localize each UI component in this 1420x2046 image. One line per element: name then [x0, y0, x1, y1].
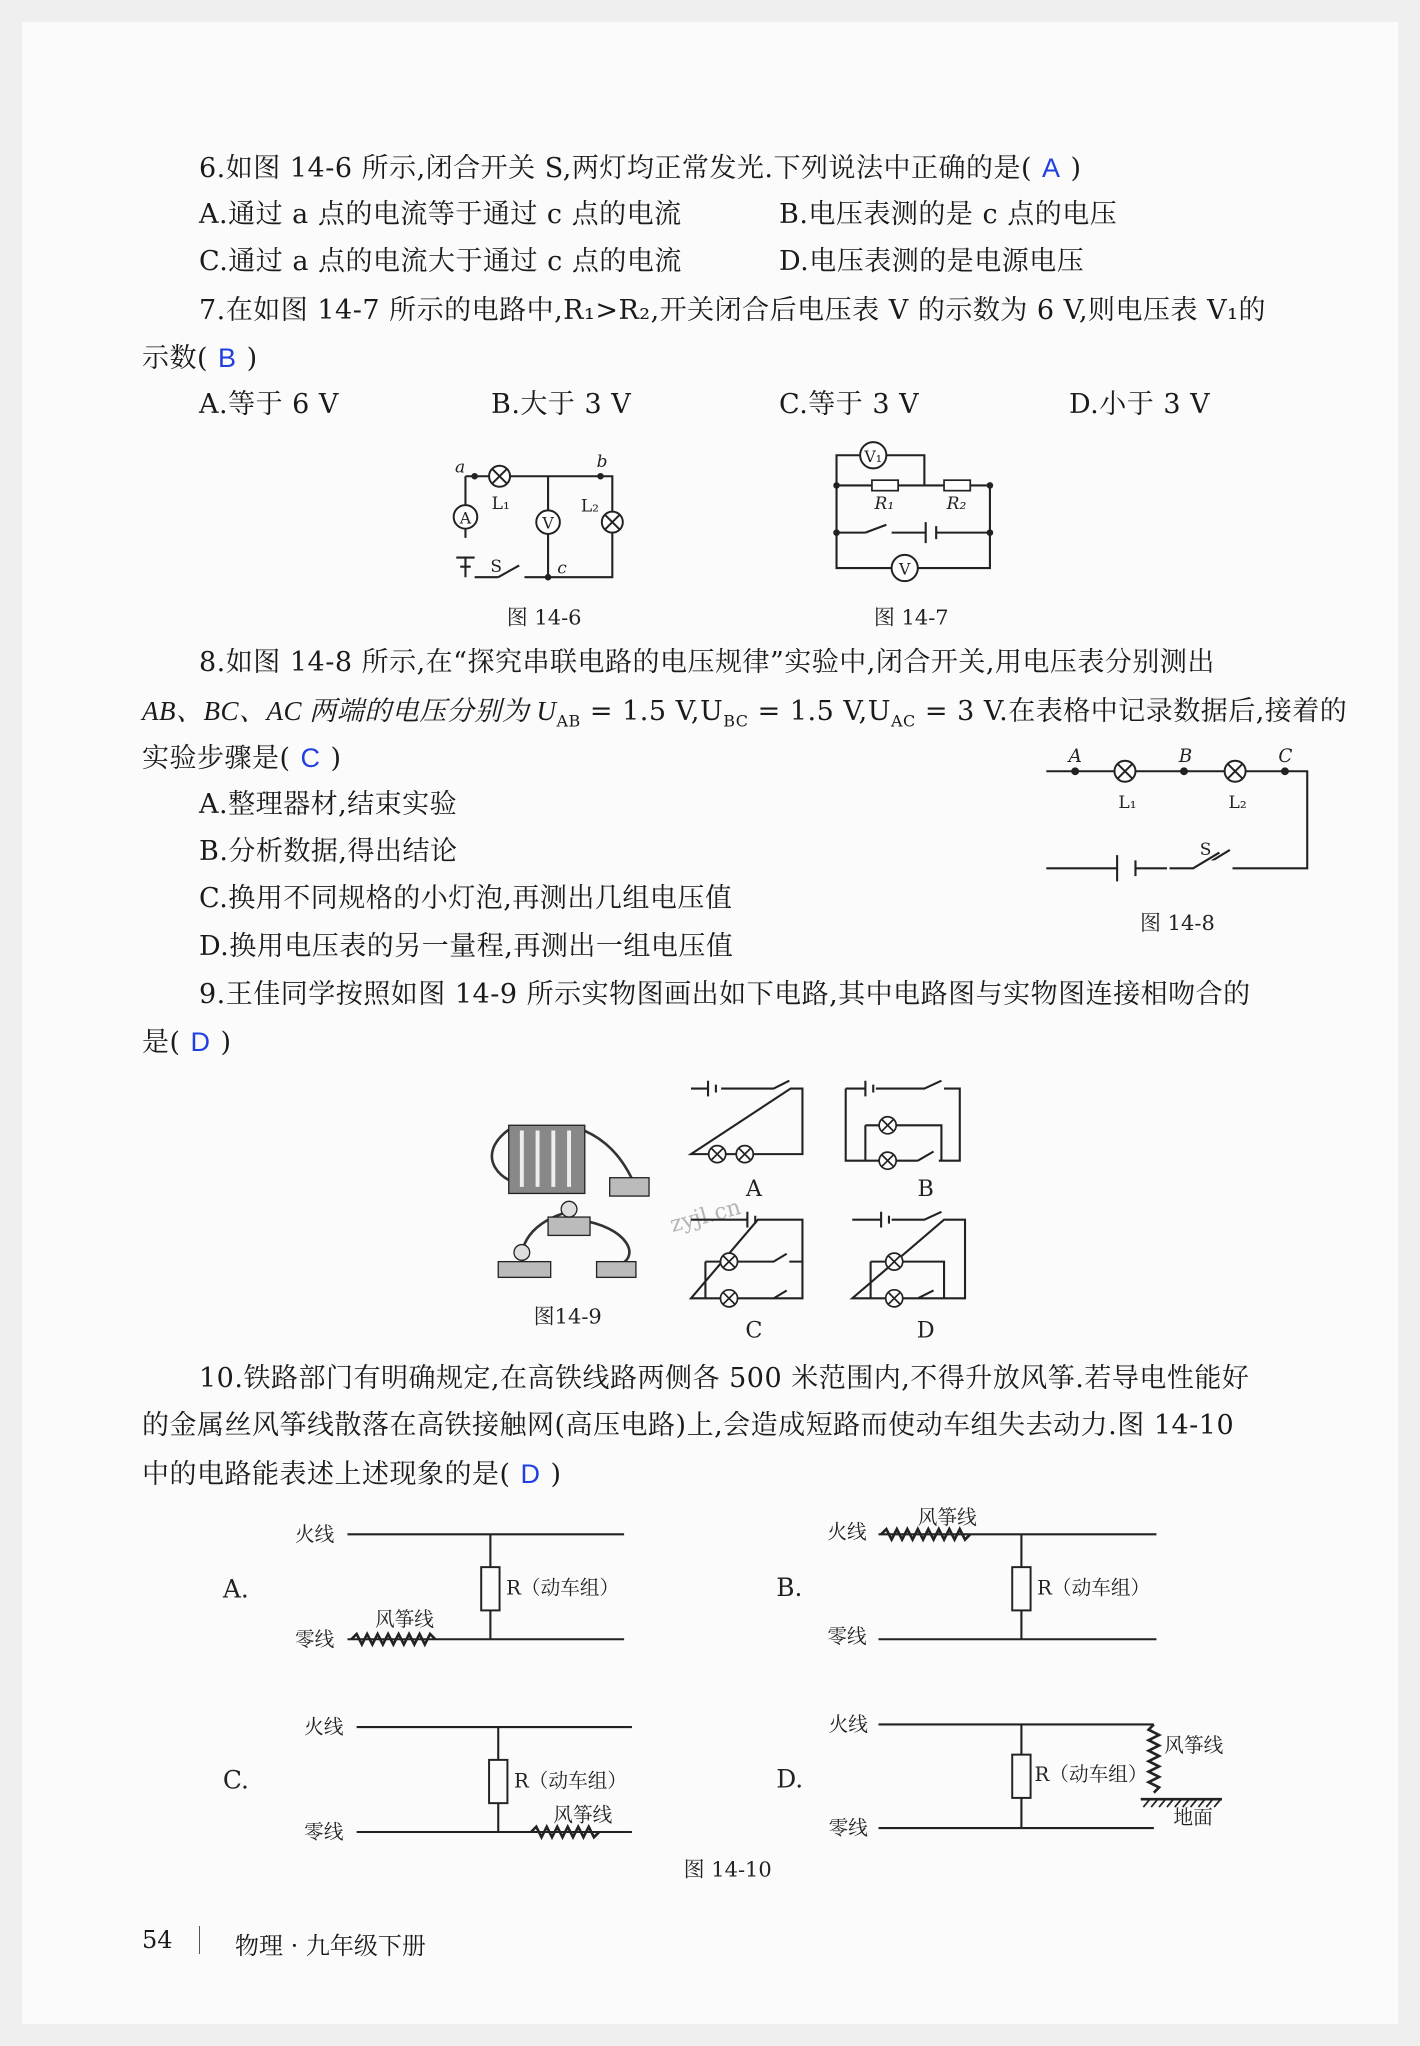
- q8-option-d: D.换用电压表的另一量程,再测出一组电压值: [199, 931, 734, 962]
- option-b-circuit: [776, 1506, 1156, 1648]
- figure-14-10-caption: 图 14-10: [683, 1857, 772, 1882]
- figure-14-9-caption: 图14-9: [533, 1304, 602, 1329]
- diagram-label: L₁: [1118, 792, 1137, 813]
- figure-14-9: [492, 1081, 965, 1344]
- q6-option-b: B.电压表测的是 c 点的电压: [779, 199, 1118, 230]
- q9-stem: 9.王佳同学按照如图 14-9 所示实物图画出如下电路,其中电路图与实物图连接相吻合的: [199, 979, 1251, 1010]
- q6-answer: A: [1041, 153, 1061, 183]
- q10-answer: D: [520, 1459, 541, 1489]
- watermark: zyjl.cn: [667, 1194, 744, 1238]
- option-a-circuit: [222, 1523, 624, 1651]
- diagram-label: D.: [776, 1764, 804, 1794]
- figure-14-7: [833, 442, 993, 629]
- figure-14-7-caption: 图 14-7: [873, 605, 949, 630]
- diagram-label: 风筝线: [374, 1608, 434, 1632]
- diagram-label: R（动车组）: [513, 1769, 628, 1793]
- q7-stem-2: 示数( B ): [142, 343, 258, 374]
- diagram-label: A: [459, 508, 472, 528]
- q9-answer: D: [190, 1027, 211, 1057]
- diagram-label: B: [1178, 746, 1193, 768]
- q10-stem-3: 中的电路能表述上述现象的是( D ): [142, 1459, 562, 1490]
- q7-option-b: B.大于 3 V: [491, 389, 632, 420]
- figure-14-8-caption: 图 14-8: [1140, 910, 1215, 935]
- q10-stem: 10.铁路部门有明确规定,在高铁线路两侧各 500 米范围内,不得升放风筝.若导电性能好: [199, 1363, 1250, 1394]
- diagram-label: C: [745, 1317, 763, 1344]
- diagram-label: V₁: [864, 446, 883, 466]
- diagram-label: 零线: [295, 1627, 335, 1651]
- diagram-label: 地面: [1173, 1806, 1213, 1830]
- diagram-label: R（动车组）: [1034, 1762, 1148, 1786]
- diagram-label: A: [745, 1176, 762, 1203]
- q8-stem: 8.如图 14-8 所示,在“探究串联电路的电压规律”实验中,闭合开关,用电压表分别测出: [199, 647, 1215, 678]
- q9-stem-2: 是( D ): [142, 1027, 232, 1058]
- figure-14-6-caption: 图 14-6: [506, 605, 582, 630]
- physical-circuit-photo: [492, 1125, 649, 1277]
- diagram-label: S: [490, 556, 503, 577]
- diagram-label: R（动车组）: [1037, 1576, 1151, 1600]
- diagram-label: L₁: [491, 494, 510, 515]
- diagram-label: b: [596, 452, 608, 473]
- diagram-label: A: [1068, 746, 1082, 768]
- diagram-label: B.: [776, 1572, 803, 1602]
- q8-option-c: C.换用不同规格的小灯泡,再测出几组电压值: [199, 883, 733, 914]
- diagram-label: 零线: [304, 1820, 344, 1844]
- q6-stem: 6.如图 14-6 所示,闭合开关 S,两灯均正常发光.下列说法中正确的是( A ): [199, 153, 1082, 184]
- q7-option-d: D.小于 3 V: [1069, 389, 1211, 420]
- diagram-label: 风筝线: [917, 1505, 977, 1529]
- diagram-label: C.: [222, 1765, 249, 1795]
- q8-option-a: A.整理器材,结束实验: [199, 789, 458, 820]
- figure-14-6: [454, 452, 623, 629]
- diagram-label: R（动车组）: [506, 1576, 620, 1600]
- q7-option-c: C.等于 3 V: [779, 389, 920, 420]
- q6-option-a: A.通过 a 点的电流等于通过 c 点的电流: [199, 199, 682, 230]
- diagram-label: C: [1278, 746, 1293, 768]
- diagram-label: R₂: [946, 494, 967, 515]
- option-d-circuit: [776, 1713, 1223, 1840]
- figure-14-8: [1046, 746, 1307, 935]
- diagram-label: 火线: [304, 1715, 344, 1739]
- diagram-label: B: [917, 1176, 934, 1203]
- q8-option-b: B.分析数据,得出结论: [199, 836, 458, 867]
- q8-stem-3: 实验步骤是( C ): [142, 743, 342, 774]
- q6-option-c: C.通过 a 点的电流大于通过 c 点的电流: [199, 246, 682, 277]
- diagram-label: 风筝线: [1164, 1734, 1224, 1758]
- diagram-label: 火线: [827, 1520, 867, 1544]
- q8-stem-2: AB、BC、AC 两端的电压分别为 $U_{AB} = 1.5$ $V,U_{BC} = 1.5$ $V,U_{AC} = 3$ V.在表格中记录数据后,接着的: [142, 696, 1348, 731]
- q7-option-a: A.等于 6 V: [199, 389, 339, 420]
- diagram-label: a: [454, 457, 466, 478]
- diagram-label: 风筝线: [553, 1803, 613, 1827]
- q10-stem-2: 的金属丝风筝线散落在高铁接触网(高压电路)上,会造成短路而使动车组失去动力.图 14-10: [142, 1410, 1235, 1441]
- diagram-label: V: [899, 559, 911, 579]
- diagram-label: L₂: [1228, 792, 1247, 813]
- figure-14-10: [222, 1506, 1224, 1882]
- page-number: 54: [142, 1926, 173, 1954]
- q7-stem: 7.在如图 14-7 所示的电路中,R₁>R₂,开关闭合后电压表 V 的示数为 6 V,则电压表 V₁的: [199, 295, 1266, 326]
- q7-answer: B: [218, 343, 237, 373]
- diagram-label: R₁: [874, 494, 895, 515]
- diagram-label: D: [916, 1317, 935, 1344]
- diagram-label: 火线: [295, 1522, 335, 1546]
- book-title: 物理 · 九年级下册: [235, 1932, 426, 1960]
- diagram-label: L₂: [580, 496, 599, 517]
- diagram-label: c: [557, 558, 567, 579]
- q8-answer: C: [300, 743, 321, 773]
- option-c-circuit: [223, 1716, 632, 1844]
- diagram-label: V: [542, 513, 554, 533]
- diagram-label: 火线: [828, 1713, 868, 1737]
- q6-option-d: D.电压表测的是电源电压: [779, 246, 1085, 277]
- diagram-label: 零线: [828, 1816, 868, 1840]
- diagram-label: A.: [222, 1574, 249, 1604]
- diagram-label: 零线: [827, 1625, 867, 1649]
- diagram-label: S: [1199, 840, 1212, 861]
